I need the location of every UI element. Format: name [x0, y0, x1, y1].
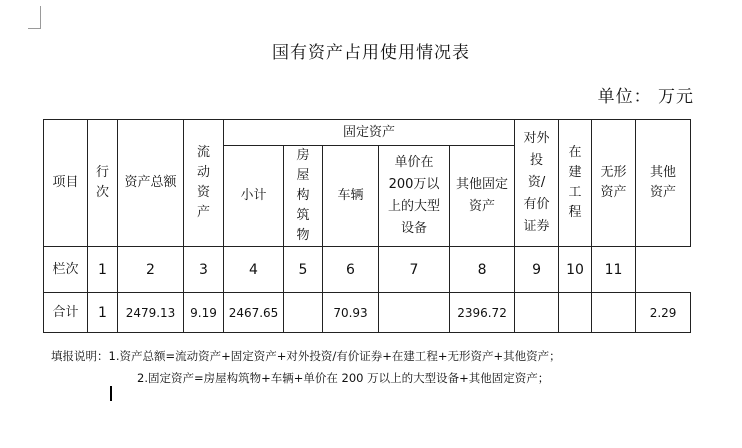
current-assets-value: 9.19 [184, 293, 224, 333]
header-item: 项目 [44, 120, 88, 247]
column-number: 3 [184, 247, 224, 293]
note-line-2: 2.固定资产=房屋构筑物+车辆+单价在 200 万以上的大型设备+其他固定资产； [137, 371, 550, 385]
header-current-assets: 流动资产 [184, 120, 224, 247]
text-cursor[interactable] [110, 386, 112, 401]
column-number: 1 [88, 247, 118, 293]
total-row [44, 293, 691, 333]
unit-label: 单位： 万元 [597, 87, 694, 107]
column-number: 6 [323, 247, 379, 293]
header-row-1 [44, 120, 691, 146]
column-number: 5 [284, 247, 323, 293]
other-assets-value: 2.29 [636, 293, 691, 333]
column-number: 2 [118, 247, 184, 293]
header-subtotal: 小计 [224, 146, 284, 247]
intangible-value [592, 293, 636, 333]
column-number: 10 [559, 247, 592, 293]
other-fixed-value: 2396.72 [450, 293, 515, 333]
total-row-no: 1 [88, 293, 118, 333]
column-number-row [44, 247, 691, 293]
large-equipment-value [379, 293, 450, 333]
asset-usage-table [43, 119, 691, 333]
investment-value [515, 293, 559, 333]
total-row-label: 合计 [44, 293, 88, 333]
construction-value [559, 293, 592, 333]
buildings-value [284, 293, 323, 333]
header-total-assets: 资产总额 [118, 120, 184, 247]
header-vehicles: 车辆 [323, 146, 379, 247]
filling-notes [51, 345, 561, 389]
column-number-label: 栏次 [44, 247, 88, 293]
header-intangible: 无形资产 [592, 120, 636, 247]
header-buildings: 房屋构筑物 [284, 146, 323, 247]
column-number: 9 [515, 247, 559, 293]
header-construction: 在建工程 [559, 120, 592, 247]
header-large-equipment: 单价在200万以上的大型设备 [379, 146, 450, 247]
document-title: 国有资产占用使用情况表 [272, 43, 470, 63]
column-number: 7 [379, 247, 450, 293]
page-corner-mark [28, 6, 41, 29]
column-number: 4 [224, 247, 284, 293]
header-fixed-assets: 固定资产 [224, 120, 515, 146]
column-number: 11 [592, 247, 636, 293]
fixed-subtotal-value: 2467.65 [224, 293, 284, 333]
header-other-assets: 其他资产 [636, 120, 691, 247]
header-investment: 对外投资/有价证券 [515, 120, 559, 247]
column-number: 8 [450, 247, 515, 293]
header-row-no: 行次 [88, 120, 118, 247]
total-assets-value: 2479.13 [118, 293, 184, 333]
note-line-1: 填报说明：1.资产总额=流动资产+固定资产+对外投资/有价证券+在建工程+无形资产+其他资产； [51, 349, 561, 363]
header-other-fixed: 其他固定资产 [450, 146, 515, 247]
vehicles-value: 70.93 [323, 293, 379, 333]
